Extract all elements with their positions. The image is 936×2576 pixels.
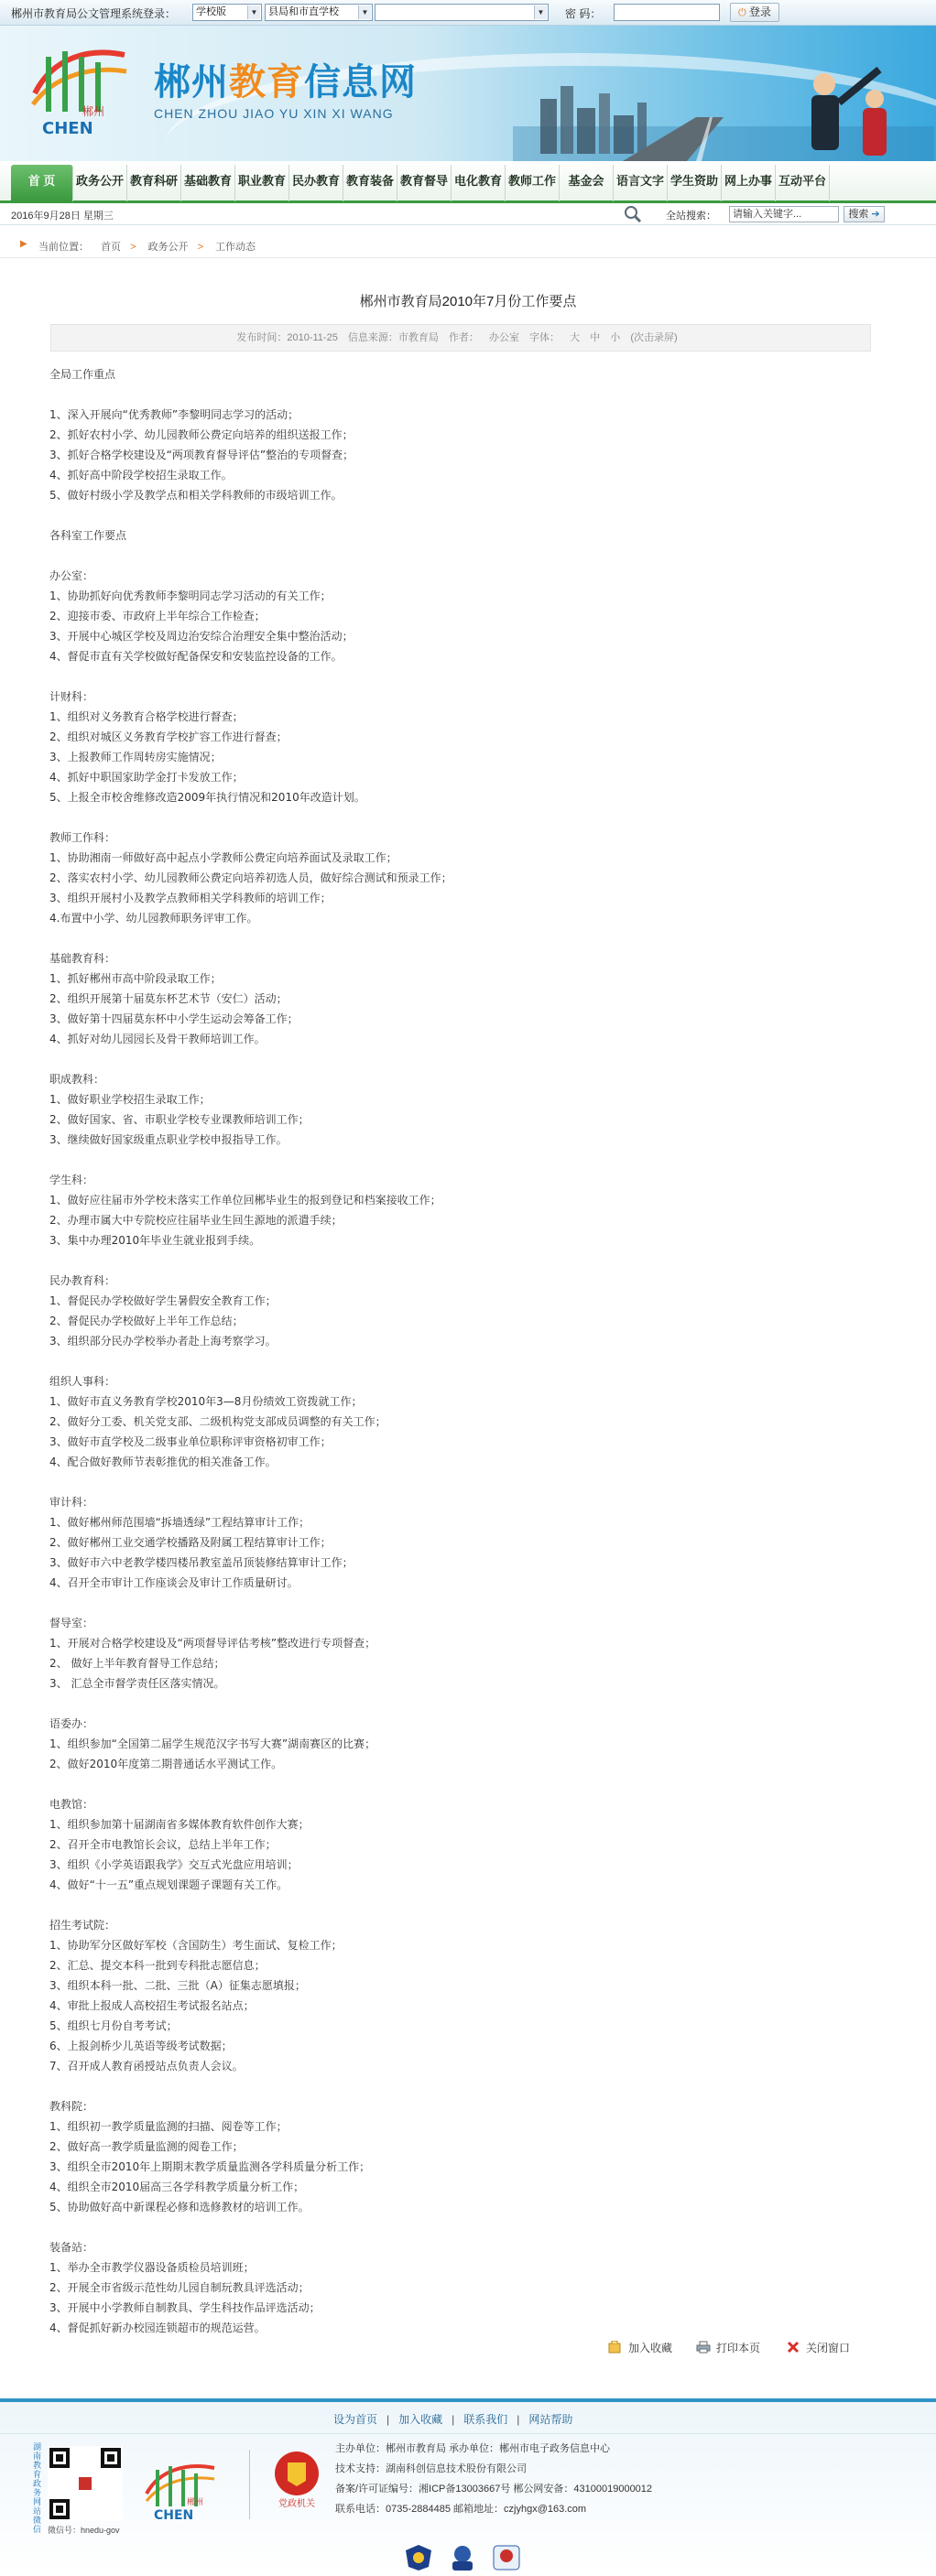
article-line: 5、组织七月份自考考试； [49,2019,178,2032]
login-type-value: 学校版 [196,6,226,17]
article-line: 审计科： [49,1496,94,1509]
article-line: 6、上报剑桥少儿英语等级考试数据； [49,2040,233,2052]
article-line: 3、抓好合格学校建设及“两项教育督导评估”整治的专项督查； [49,449,354,461]
article-line: 1、组织初一教学质量监测的扫描、阅卷等工作； [49,2120,288,2133]
login-label: 郴州市教育局公文管理系统登录： [11,7,177,20]
article-line: 3、组织开展村小及教学点教师相关学科教师的培训工作； [49,892,332,904]
article-line: 基础教育科： [49,952,116,965]
chevron-down-icon: ▼ [534,5,547,19]
site-title [154,53,417,105]
footer-logo-small-text: 郴州 [187,2498,204,2507]
article-line: 4、抓好对幼儿园园长及骨干教师培训工作。 [49,1033,266,1045]
article-line: 2、做好2010年度第二期普通话水平测试工作。 [49,1758,283,1770]
article-line: 2、开展全市省级示范性幼儿园自制玩教具评选活动； [49,2281,310,2294]
article-line: 职成教科： [49,1073,105,1086]
current-date [11,208,114,222]
blank-line [49,2217,874,2237]
article-line: 1、抓好郴州市高中阶段录取工作； [49,972,222,985]
article-body [49,364,874,2338]
search-button-label: 搜索 [848,209,869,220]
article-line: 4、督促抓好新办校园连锁超市的规范运营。 [49,2322,266,2334]
site-logo[interactable] [26,38,134,139]
qr-caption: 微信号：hnedu-gov [48,2526,120,2535]
article-line: 1、组织参加第十届湖南省多媒体教育软件创作大赛； [49,1818,310,1831]
article-line: 3、做好第十四届莫东杯中小学生运动会筹备工作； [49,1012,299,1025]
date-text: 2016年9月28日 [11,211,81,222]
font-medium-link[interactable]: 中 [590,332,601,343]
qr-code-icon [48,2446,123,2521]
nav-item[interactable]: 首 页 [11,165,73,201]
article-line: 1、督促民办学校做好学生暑假安全教育工作； [49,1294,277,1307]
article-line: 3、组织《小学英语跟我学》交互式光盘应用培训； [49,1858,299,1871]
blank-line [49,666,874,687]
article-line: 2、做好国家、省、市职业学校专业课教师培训工作； [49,1113,310,1126]
article-line: 教师工作科： [49,831,116,844]
weekday-text: 星期三 [82,211,114,222]
password-label: 密 码： [565,7,602,20]
police-badge-icon[interactable] [403,2543,434,2572]
breadcrumb-prefix: 当前位置： [38,242,89,253]
article-line: 1、开展对合格学校建设及“两项督导评估考核”整改进行专项督查； [49,1637,376,1650]
footer-link-separator: | [452,2413,455,2426]
article-line: 2、抓好农村小学、幼儿园教师公费定向培养的组织送报工作； [49,428,354,441]
footer-vertical-divider [249,2450,250,2519]
article-line: 2、 做好上半年教育督导工作总结； [49,1657,225,1670]
footer-links [333,2411,572,2427]
article-line: 1、做好职业学校招生录取工作； [49,1093,211,1106]
breadcrumb [0,231,936,258]
footer-logo [141,2457,218,2521]
password-input[interactable] [614,4,720,21]
nav-item[interactable]: 政务公开 [73,165,127,201]
site-footer [0,2398,936,2576]
breadcrumb-separator-icon: > [197,242,203,253]
close-label: 关闭窗口 [806,2342,851,2354]
article-line: 2、组织开展第十届莫东杯艺术节（安仁）活动； [49,992,288,1005]
breadcrumb-section[interactable]: 政务公开 [147,242,189,253]
breadcrumb-current[interactable]: 工作动态 [215,242,256,253]
article-line: 装备站： [49,2241,94,2254]
login-bar [0,0,936,26]
article-line: 办公室： [49,569,94,582]
footer-link[interactable]: 设为首页 [333,2413,378,2426]
article-line: 各科室工作要点 [49,529,127,542]
nav-item[interactable]: 电化教育 [452,165,506,201]
nav-item[interactable]: 基础教育 [181,165,235,201]
site-subtitle: CHEN ZHOU JIAO YU XIN XI WANG [154,106,394,121]
article-line: 4、审批上报成人高校招生考试报名站点； [49,1999,255,2012]
footer-info-line: 技术支持：湖南科创信息技术股份有限公司 [335,2463,527,2474]
article-line: 7、召开成人教育函授站点负责人会议。 [49,2060,244,2073]
article-line: 3、开展中小学教师自制教具、学生科技作品评选活动； [49,2301,321,2314]
blank-line [49,505,874,525]
article-line: 1、组织对义务教育合格学校进行督查； [49,710,244,723]
footer-link-separator: | [386,2413,390,2426]
bookmark-label: 加入收藏 [628,2342,673,2354]
blank-line [49,1774,874,1794]
article-line: 电教馆： [49,1798,94,1811]
article-line: 4.布置中小学、幼儿园教师职务评审工作。 [49,912,258,925]
article-line: 2、组织对城区义务教育学校扩容工作进行督查； [49,731,288,743]
nav-item[interactable]: 网上办事 [722,165,776,201]
login-region-value: 县局和市直学校 [268,6,339,17]
search-button[interactable] [843,206,885,222]
footer-link[interactable]: 网站帮助 [528,2413,573,2426]
blank-line [49,1593,874,1613]
nav-item[interactable]: 基金会 [560,165,614,201]
article-line: 招生考试院： [49,1919,116,1932]
article-line: 2、做好分工委、机关党支部、二级机构党支部成员调整的有关工作； [49,1415,386,1428]
print-icon [696,2341,711,2354]
gov-emblem-icon[interactable] [271,2450,322,2510]
article-line: 3、组织部分民办学校举办者赴上海考察学习。 [49,1335,277,1348]
article-line: 2、汇总、提交本科一批到专科批志愿信息； [49,1959,266,1972]
article-line: 4、召开全市审计工作座谈会及审计工作质量研讨。 [49,1576,299,1589]
site-title-part1: 郴州 [154,61,229,103]
logo-small-text: 郴州 [82,105,105,118]
meta-source: 信息来源：市教育局 [347,332,439,343]
article-line: 2、做好郴州工业交通学校播路及附属工程结算审计工作； [49,1536,332,1549]
chevron-down-icon: ▼ [247,5,260,19]
article-line: 1、深入开展向“优秀教师”李黎明同志学习的活动； [49,408,299,421]
article-line: 2、办理市属大中专院校应往届毕业生回生源地的派遣手续； [49,1214,343,1227]
breadcrumb-text [38,239,265,254]
article-line: 4、抓好中职国家助学金打卡发放工作； [49,771,244,784]
breadcrumb-home[interactable]: 首页 [101,242,122,253]
article-line: 5、协助做好高中新课程必修和选修教材的培训工作。 [49,2201,310,2213]
print-label: 打印本页 [716,2342,761,2354]
blank-line [49,384,874,405]
article-line: 4、组织全市2010届高三各学科教学质量分析工作； [49,2181,305,2193]
nav-item[interactable]: 教育科研 [127,165,181,201]
meta-font-label: 字体： [529,332,561,343]
footer-info [335,2439,652,2519]
qr-side-text: 湖南教育政务网站微信 [33,2442,42,2534]
article-line: 1、组织参加“全国第二届学生规范汉字书写大赛”湖南赛区的比赛； [49,1737,376,1750]
emblem-caption: 党政机关 [278,2499,315,2509]
login-button-label: 登录 [749,5,772,18]
article-line: 4、抓好高中阶段学校招生录取工作。 [49,469,233,482]
bookmark-icon [608,2341,623,2354]
meta-published: 发布时间：2010-11-25 [236,332,338,343]
city-illustration [513,62,934,161]
nav-item[interactable]: 互动平台 [776,165,830,201]
article-line: 教科院： [49,2100,94,2113]
footer-info-line: 备案/许可证编号：湘ICP备13003667号 郴公网安备：43100019000012 [335,2484,653,2495]
article-line: 语委办： [49,1717,94,1730]
bookmark-action[interactable] [608,2340,672,2355]
footer-logo-en-text: CHEN [154,2508,194,2521]
article-title: 郴州市教育局2010年7月份工作要点 [359,294,577,309]
logo-en-text: CHEN [42,119,93,138]
blank-line [49,546,874,566]
meta-office: 办公室 [489,332,519,343]
article-line: 3、组织本科一批、二批、三批（A）征集志愿填报； [49,1979,306,1992]
article-line: 2、落实农村小学、幼儿园教师公费定向培养初选人员，做好综合测试和预录工作； [49,871,452,884]
search-label: 全站搜索： [666,211,716,222]
login-button[interactable] [730,3,779,22]
article-line: 督导室： [49,1617,94,1629]
footer-link[interactable]: 加入收藏 [398,2413,443,2426]
article-line: 5、做好村级小学及教学点和相关学科教师的市级培训工作。 [49,489,343,502]
close-action[interactable] [786,2340,850,2355]
footer-link-separator: | [517,2413,520,2426]
article-line: 1、协助军分区做好军校（含国防生）考生面试、复检工作； [49,1939,343,1952]
blank-line [49,1351,874,1371]
article-line: 3、上报教师工作周转房实施情况； [49,751,222,763]
article-line: 4、督促市直有关学校做好配备保安和安装监控设备的工作。 [49,650,343,663]
nav-item[interactable]: 职业教育 [235,165,289,201]
login-region-select[interactable] [265,4,373,21]
footer-info-line: 主办单位：郴州市教育局 承办单位：郴州市电子政务信息中心 [335,2443,611,2454]
nav-item[interactable]: 民办教育 [289,165,343,201]
nav-item[interactable]: 教育督导 [397,165,452,201]
font-large-link[interactable]: 大 [570,332,581,343]
blank-line [49,928,874,948]
site-title-part2: 信息网 [304,61,417,103]
article-line: 组织人事科： [49,1375,116,1388]
blank-line [49,1895,874,1915]
meta-views: (次击录屏) [630,332,678,343]
article-line: 民办教育科： [49,1274,116,1287]
close-icon [786,2341,800,2354]
search-icon [623,205,643,223]
blank-line [49,1150,874,1170]
nav-item[interactable]: 教育装备 [343,165,397,201]
article-line: 1、做好应往届市外学校未落实工作单位回郴毕业生的报到登记和档案接收工作； [49,1194,441,1207]
article-line: 3、做好市六中老教学楼四楼吊教室盖吊顶装修结算审计工作； [49,1556,354,1569]
search-input[interactable]: 请输入关键字... [729,206,839,222]
blank-line [49,1049,874,1069]
article-line: 学生科： [49,1174,94,1186]
nav-item[interactable]: 语言文字 [614,165,668,201]
article-line: 3、集中办理2010年毕业生就业报到手续。 [49,1234,261,1247]
main-nav [0,161,936,203]
security-cert-icon[interactable] [491,2543,522,2572]
article-line: 2、做好高一教学质量监测的阅卷工作； [49,2140,244,2153]
print-action[interactable] [696,2340,760,2355]
article-line: 1、举办全市教学仪器设备质检员培训班； [49,2261,255,2274]
article-line: 3、组织全市2010年上期期末教学质量监测各学科质量分析工作； [49,2160,371,2173]
article-meta [50,324,871,352]
article-line: 3、做好市直学校及二级事业单位职称评审资格初审工作； [49,1435,332,1448]
blank-line [49,807,874,828]
article-line: 4、配合做好教师节表彰推优的相关准备工作。 [49,1456,277,1468]
blank-line [49,1250,874,1271]
article-line: 2、召开全市电教馆长会议，总结上半年工作； [49,1838,277,1851]
article-line: 2、迎接市委、市政府上半年综合工作检查； [49,610,266,622]
article-line: 1、协助湘南一师做好高中起点小学教师公费定向培养面试及录取工作； [49,851,397,864]
login-type-select[interactable] [192,4,262,21]
breadcrumb-arrow-icon: ▶ [20,239,27,249]
login-icon: ⏻ [737,7,746,18]
blank-line [49,1472,874,1492]
article-line: 5、上报全市校舍维修改造2009年执行情况和2010年改造计划。 [49,791,365,804]
site-title-highlight: 教育 [229,61,304,103]
nav-item[interactable]: 教师工作 [506,165,560,201]
blank-line [49,1694,874,1714]
article-line: 3、开展中心城区学校及周边治安综合治理安全集中整治活动； [49,630,354,643]
article-line: 3、 汇总全市督学责任区落实情况。 [49,1677,225,1690]
article-line: 2、督促民办学校做好上半年工作总结； [49,1315,244,1327]
chevron-down-icon: ▼ [358,5,371,19]
footer-link[interactable]: 联系我们 [463,2413,508,2426]
meta-author: 作者： [448,332,479,343]
arrow-right-icon: ➔ [868,209,880,220]
breadcrumb-separator-icon: > [130,242,136,253]
main-nav-list [0,161,936,201]
article-line: 1、协助抓好向优秀教师李黎明同志学习活动的有关工作； [49,590,332,602]
font-small-link[interactable]: 小 [610,332,621,343]
date-search-bar [0,203,936,225]
article-line: 4、做好“十一五”重点规划课题子课题有关工作。 [49,1878,288,1891]
article-line: 计财科： [49,690,94,703]
article-line: 全局工作重点 [49,368,116,381]
footer-info-line: 联系电话：0735-2884485 邮箱地址：czjyhgx@163.com [335,2504,587,2515]
site-banner [0,26,936,161]
login-unit-select[interactable] [375,4,549,21]
article-line: 3、继续做好国家级重点职业学校申报指导工作。 [49,1133,288,1146]
article-line: 1、做好郴州师范围墙“拆墙透绿”工程结算审计工作； [49,1516,310,1529]
footer-divider [0,2433,936,2434]
blank-line [49,2076,874,2096]
nav-item[interactable]: 学生资助 [668,165,722,201]
article-line: 1、做好市直义务教育学校2010年3—8月份绩效工资拨就工作； [49,1395,363,1408]
cyber-police-icon[interactable] [447,2543,478,2572]
